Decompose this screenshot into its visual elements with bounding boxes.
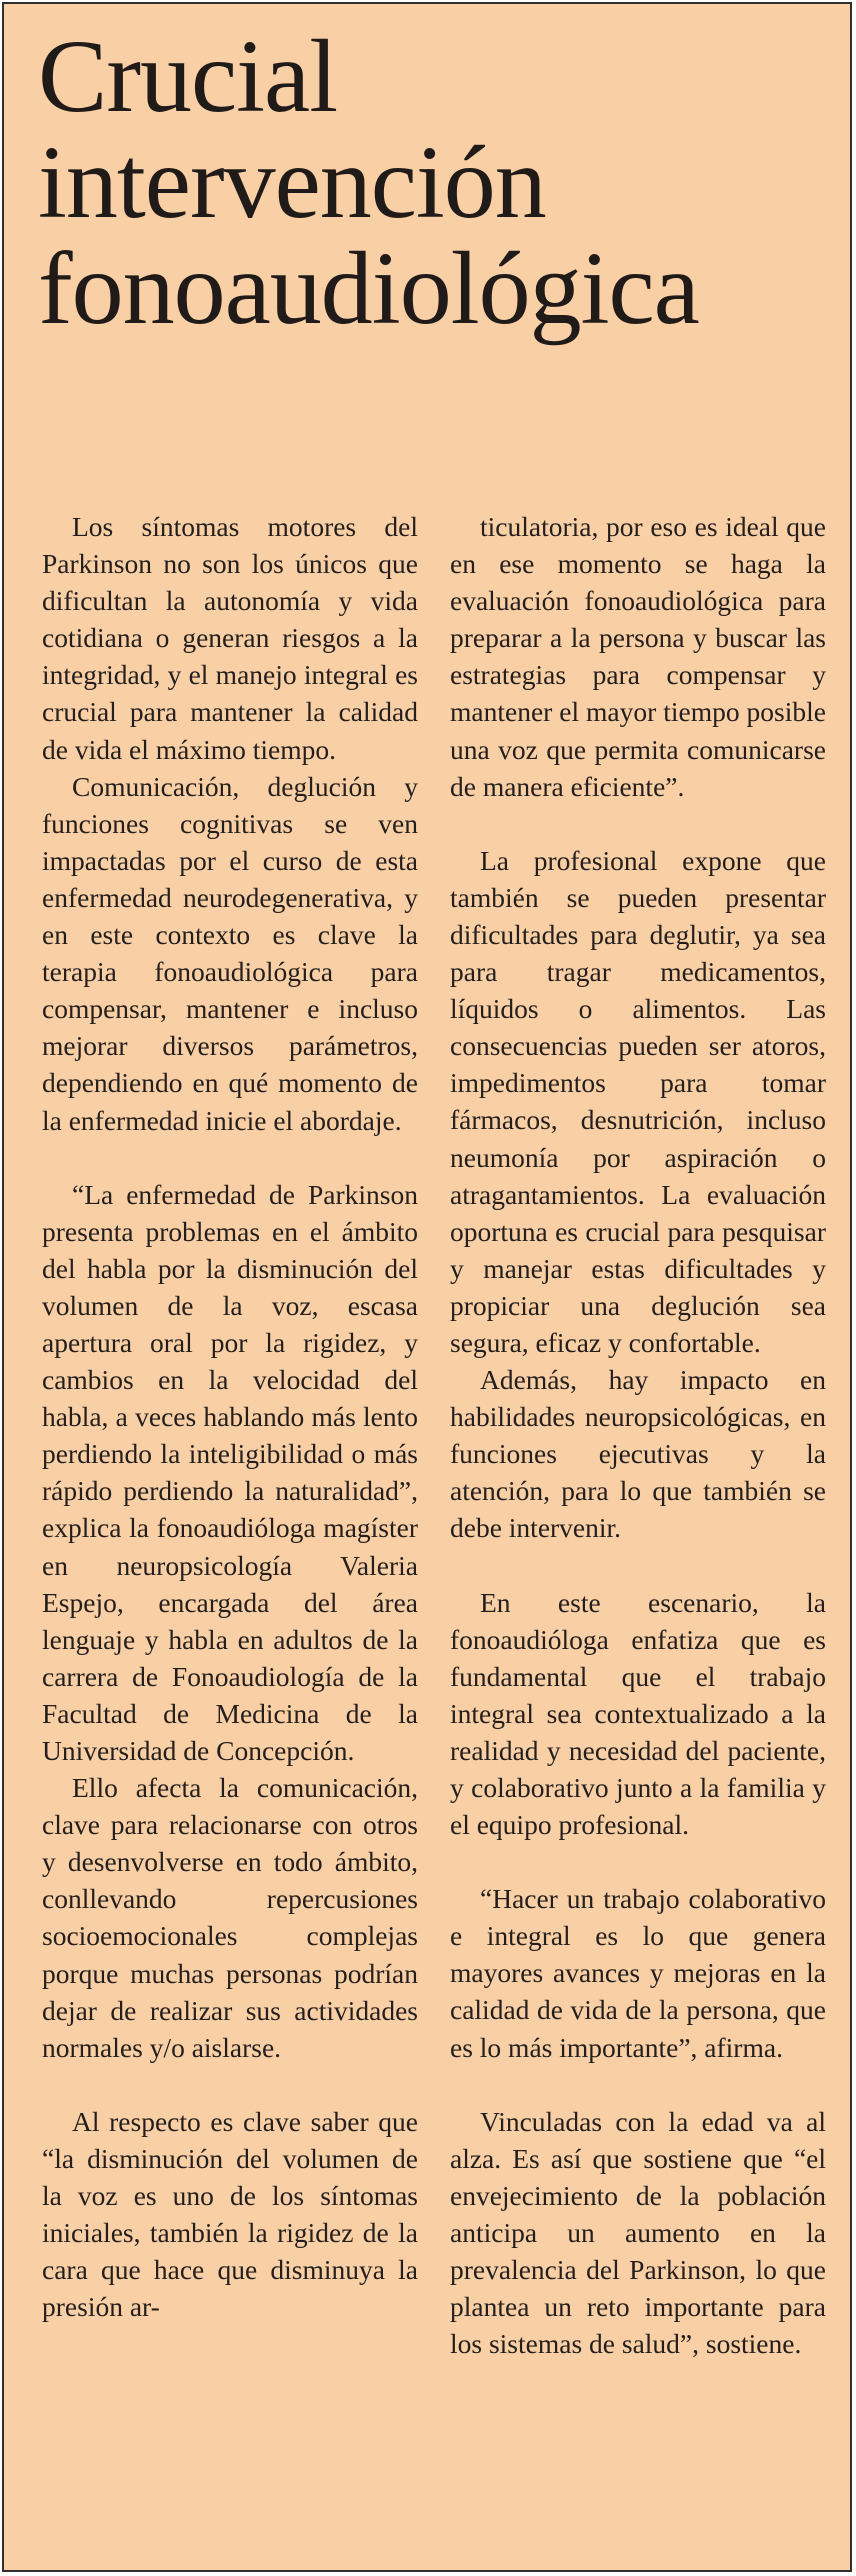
paragraph-communication: Comunicación, deglución y funciones cognitivas se ven impactadas por el curso de esta enfermedad neurodegenerativa, y en este contexto es clave la terapia fonoaudiológica para compensar, mantener e incluso mejorar diversos parámetros, dependiendo en qué momento de la enfermedad inicie el abordaje. bbox=[42, 770, 418, 1136]
paragraph-collaborative-quote: “Hacer un trabajo colaborativo e integral es lo que genera mayores avances y mejoras en la calidad de vida de la persona, que es lo más importante”, afirma. bbox=[450, 1883, 826, 2063]
paragraph-intro: Los síntomas motores del Parkinson no son los únicos que dificultan la autonomía y vida cotidiana o generan riesgos a la integridad, y el manejo integral es crucial para mantener la calidad de vida el máximo tiempo. bbox=[42, 511, 418, 765]
article-headline: Crucial intervención fonoaudiológica bbox=[38, 19, 699, 346]
paragraph-swallowing: La profesional expone que también se pueden presentar dificultades para deglutir, ya sea para tragar medicamentos, líquidos o alimentos. Las consecuencias pueden ser atoros, impedimentos para tomar fármacos, desnutrición, incluso neumonía por aspiración o atragantamientos. La evaluación oportuna es crucial para pesquisar y manejar estas dificultades y propiciar una deglución sea segura, eficaz y confortable. bbox=[450, 844, 826, 1358]
article-clipping bbox=[2, 2, 852, 2572]
paragraph-aging: Vinculadas con la edad va al alza. Es así que sostiene que “el envejecimiento de la población anticipa un aumento en la prevalencia del Parkinson, lo que plantea un reto importante para los sistemas de salud”, sostiene. bbox=[450, 2105, 826, 2360]
paragraph-early-symptoms: Al respecto es clave saber que “la disminución del volumen de la voz es uno de los síntomas iniciales, también la rigidez de la cara que hace que disminuya la presión ar- bbox=[42, 2105, 418, 2323]
paragraph-speech-quote: “La enfermedad de Parkinson presenta problemas en el ámbito del habla por la disminución del volumen de la voz, escasa apertura oral por la rigidez, y cambios en la velocidad del habla, a veces hablando más lento perdiendo la inteligibilidad o más rápido perdiendo la naturalidad”, explica la fonoaudióloga magíster en neuropsicología Valeria Espejo, encargada del área lenguaje y habla en adultos de la carrera de Fonoaudiología de la Facultad de Medicina de la Universidad de Concepción. bbox=[42, 1178, 418, 1766]
article-column-left bbox=[42, 508, 418, 2325]
paragraph-evaluation: ticulatoria, por eso es ideal que en ese momento se haga la evaluación fonoaudiológica para preparar a la persona y buscar las estrategias para compensar y mantener el mayor tiempo posible una voz que permita comunicarse de manera eficiente”. bbox=[450, 511, 826, 802]
paragraph-social-impact: Ello afecta la comunicación, clave para relacionarse con otros y desenvolverse en todo ámbito, conllevando repercusiones socioemocionales complejas porque muchas personas podrían dejar de realizar sus actividades normales y/o aislarse. bbox=[42, 1772, 418, 2063]
paragraph-neuropsychology: Además, hay impacto en habilidades neuropsicológicas, en funciones ejecutivas y la atención, para lo que también se debe intervenir. bbox=[450, 1364, 826, 1544]
paragraph-integral-work: En este escenario, la fonoaudióloga enfatiza que es fundamental que el trabajo integral sea contextualizado a la realidad y necesidad del paciente, y colaborativo junto a la familia y el equipo profesional. bbox=[450, 1586, 826, 1841]
article-column-right bbox=[450, 508, 826, 2362]
